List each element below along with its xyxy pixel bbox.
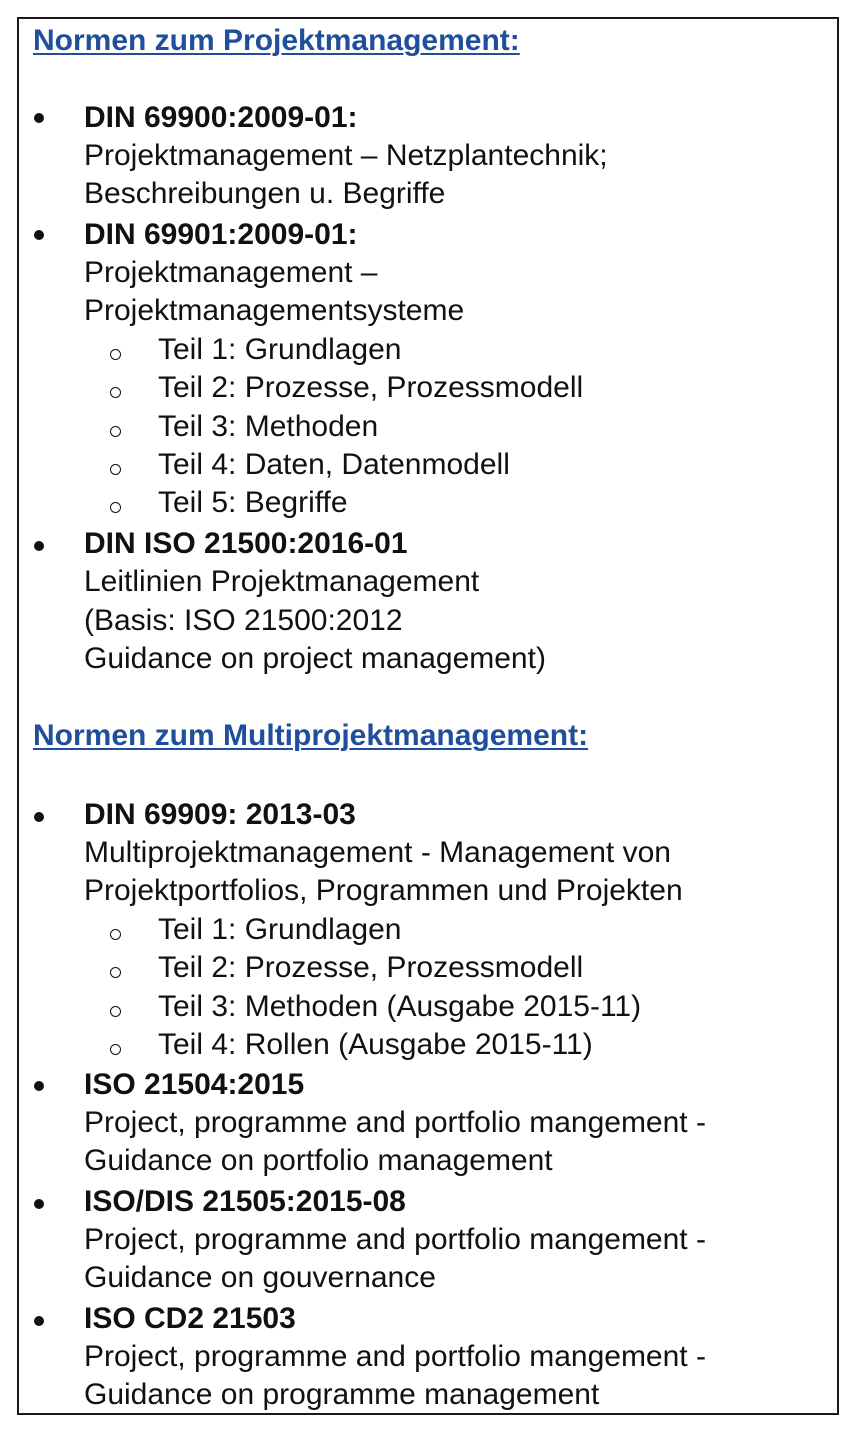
norm-description-line: Project, programme and portfolio mangement - [84, 1106, 706, 1139]
bullet-icon [34, 1199, 44, 1209]
sub-bullet-icon [110, 1044, 121, 1055]
norm-part: Teil 2: Prozesse, Prozessmodell [158, 951, 584, 984]
norm-title: ISO/DIS 21505:2015-08 [84, 1185, 406, 1218]
norm-description-line: Multiprojektmanagement - Management von [84, 836, 671, 869]
norm-description-line: Guidance on gouvernance [84, 1261, 436, 1294]
norm-part: Teil 3: Methoden (Ausgabe 2015-11) [158, 990, 642, 1023]
norm-part: Teil 2: Prozesse, Prozessmodell [158, 371, 584, 404]
norm-part: Teil 4: Rollen (Ausgabe 2015-11) [158, 1028, 593, 1061]
bullet-icon [34, 541, 44, 551]
norm-description-line: Guidance on portfolio management [84, 1144, 553, 1177]
norm-part: Teil 3: Methoden [158, 410, 379, 443]
bullet-icon [34, 113, 44, 123]
section-heading-projektmanagement: Normen zum Projektmanagement: [33, 24, 520, 57]
norm-description-line: Projektportfolios, Programmen und Projekten [84, 874, 683, 907]
norm-description-line: Projektmanagementsysteme [84, 294, 465, 327]
bullet-icon [34, 1081, 44, 1091]
norm-description-line: Guidance on project management) [84, 642, 546, 675]
norm-title: DIN 69901:2009-01: [84, 218, 358, 251]
sub-bullet-icon [110, 1006, 121, 1017]
norm-title: ISO 21504:2015 [84, 1068, 305, 1101]
norm-description-line: Guidance on programme management [84, 1378, 600, 1411]
section-heading-multiprojektmanagement: Normen zum Multiprojektmanagement: [33, 719, 589, 752]
sub-bullet-icon [110, 426, 121, 437]
norm-title: DIN ISO 21500:2016-01 [84, 527, 408, 560]
norm-description-line: (Basis: ISO 21500:2012 [84, 604, 403, 637]
bullet-icon [34, 812, 44, 822]
norm-part: Teil 1: Grundlagen [158, 333, 402, 366]
norm-description-line: Project, programme and portfolio mangement - [84, 1340, 706, 1373]
norm-title: DIN 69909: 2013-03 [84, 798, 356, 831]
norm-part: Teil 4: Daten, Datenmodell [158, 448, 510, 481]
norm-description-line: Leitlinien Projektmanagement [84, 565, 480, 598]
norm-part: Teil 1: Grundlagen [158, 913, 402, 946]
norm-title: DIN 69900:2009-01: [84, 101, 358, 134]
sub-bullet-icon [110, 502, 121, 513]
norm-description-line: Projektmanagement – Netzplantechnik; [84, 139, 608, 172]
sub-bullet-icon [110, 387, 121, 398]
norm-description-line: Beschreibungen u. Begriffe [84, 177, 446, 210]
sub-bullet-icon [110, 349, 121, 360]
norm-description-line: Project, programme and portfolio mangement - [84, 1223, 706, 1256]
norm-title: ISO CD2 21503 [84, 1302, 296, 1335]
sub-bullet-icon [110, 967, 121, 978]
sub-bullet-icon [110, 929, 121, 940]
norm-description-line: Projektmanagement – [84, 256, 378, 289]
sub-bullet-icon [110, 464, 121, 475]
norm-part: Teil 5: Begriffe [158, 486, 348, 519]
bullet-icon [34, 230, 44, 240]
bullet-icon [34, 1316, 44, 1326]
